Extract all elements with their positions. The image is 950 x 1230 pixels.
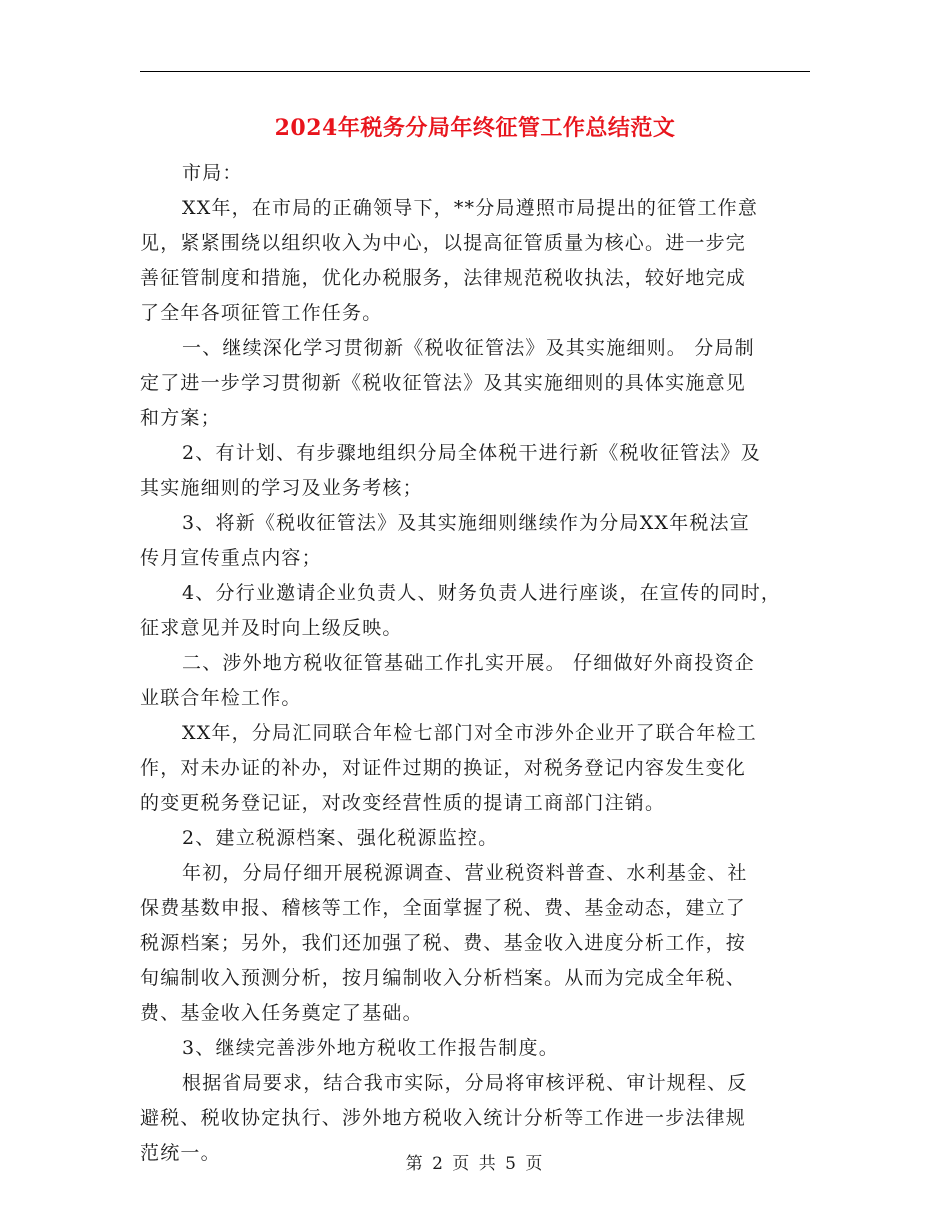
paragraph-line: 的变更税务登记证，对改变经营性质的提请工商部门注销。: [140, 792, 666, 814]
paragraph-line: 2、有计划、有步骤地组织分局全体税干进行新《税收征管法》及: [182, 442, 761, 464]
paragraph-line: 2、建立税源档案、强化税源监控。: [182, 827, 499, 849]
paragraph-line: 和方案；: [140, 407, 221, 429]
paragraph-line: 根据省局要求，结合我市实际，分局将审核评税、审计规程、反: [182, 1072, 748, 1094]
paragraph-line: 旬编制收入预测分析，按月编制收入分析档案。从而为完成全年税、: [140, 967, 747, 989]
paragraph-line: 了全年各项征管工作任务。: [140, 302, 383, 324]
body-paragraph: [140, 646, 810, 716]
body-paragraph: [140, 1031, 810, 1066]
page-number-footer: 第 2 页 共 5 页: [405, 1154, 545, 1174]
body-paragraph: [140, 331, 810, 436]
header-divider: [140, 71, 810, 72]
paragraph-line: 3、将新《税收征管法》及其实施细则继续作为分局XX年税法宣: [182, 512, 750, 534]
body-paragraph: [140, 856, 810, 1031]
paragraph-line: 定了进一步学习贯彻新《税收征管法》及其实施细则的具体实施意见: [140, 372, 747, 394]
paragraph-line: 4、分行业邀请企业负责人、财务负责人进行座谈，在宣传的同时，: [182, 582, 782, 604]
paragraph-line: 市局：: [182, 162, 243, 184]
paragraph-line: 见，紧紧围绕以组织收入为中心，以提高征管质量为核心。进一步完: [140, 232, 747, 254]
paragraph-line: 费、基金收入任务奠定了基础。: [140, 1002, 423, 1024]
body-paragraph: [140, 191, 810, 331]
paragraph-line: 征求意见并及时向上级反映。: [140, 617, 403, 639]
document-body: [140, 156, 810, 1171]
body-paragraph: [140, 506, 810, 576]
paragraph-line: 业联合年检工作。: [140, 687, 302, 709]
paragraph-line: 年初，分局仔细开展税源调查、营业税资料普查、水利基金、社: [182, 862, 748, 884]
paragraph-line: 一、继续深化学习贯彻新《税收征管法》及其实施细则。 分局制: [182, 337, 755, 359]
paragraph-line: 二、涉外地方税收征管基础工作扎实开展。 仔细做好外商投资企: [182, 652, 755, 674]
body-paragraph: [140, 436, 810, 506]
paragraph-line: XX年，分局汇同联合年检七部门对全市涉外企业开了联合年检工: [182, 722, 757, 744]
body-paragraph: [140, 716, 810, 821]
body-paragraph: [140, 576, 810, 646]
paragraph-line: 作，对未办证的补办，对证件过期的换证，对税务登记内容发生变化: [140, 757, 747, 779]
paragraph-line: 其实施细则的学习及业务考核；: [140, 477, 423, 499]
body-paragraph: [140, 156, 810, 191]
paragraph-line: 避税、税收协定执行、涉外地方税收入统计分析等工作进一步法律规: [140, 1107, 747, 1129]
document-title: 2024年税务分局年终征管工作总结范文: [274, 115, 676, 141]
paragraph-line: 税源档案；另外，我们还加强了税、费、基金收入进度分析工作，按: [140, 932, 747, 954]
paragraph-line: 善征管制度和措施，优化办税服务，法律规范税收执法，较好地完成: [140, 267, 747, 289]
paragraph-line: XX年，在市局的正确领导下，**分局遵照市局提出的征管工作意: [182, 197, 759, 219]
paragraph-line: 范统一。: [140, 1142, 221, 1164]
paragraph-line: 3、继续完善涉外地方税收工作报告制度。: [182, 1037, 559, 1059]
body-paragraph: [140, 821, 810, 856]
paragraph-line: 传月宣传重点内容；: [140, 547, 322, 569]
paragraph-line: 保费基数申报、稽核等工作，全面掌握了税、费、基金动态，建立了: [140, 897, 747, 919]
